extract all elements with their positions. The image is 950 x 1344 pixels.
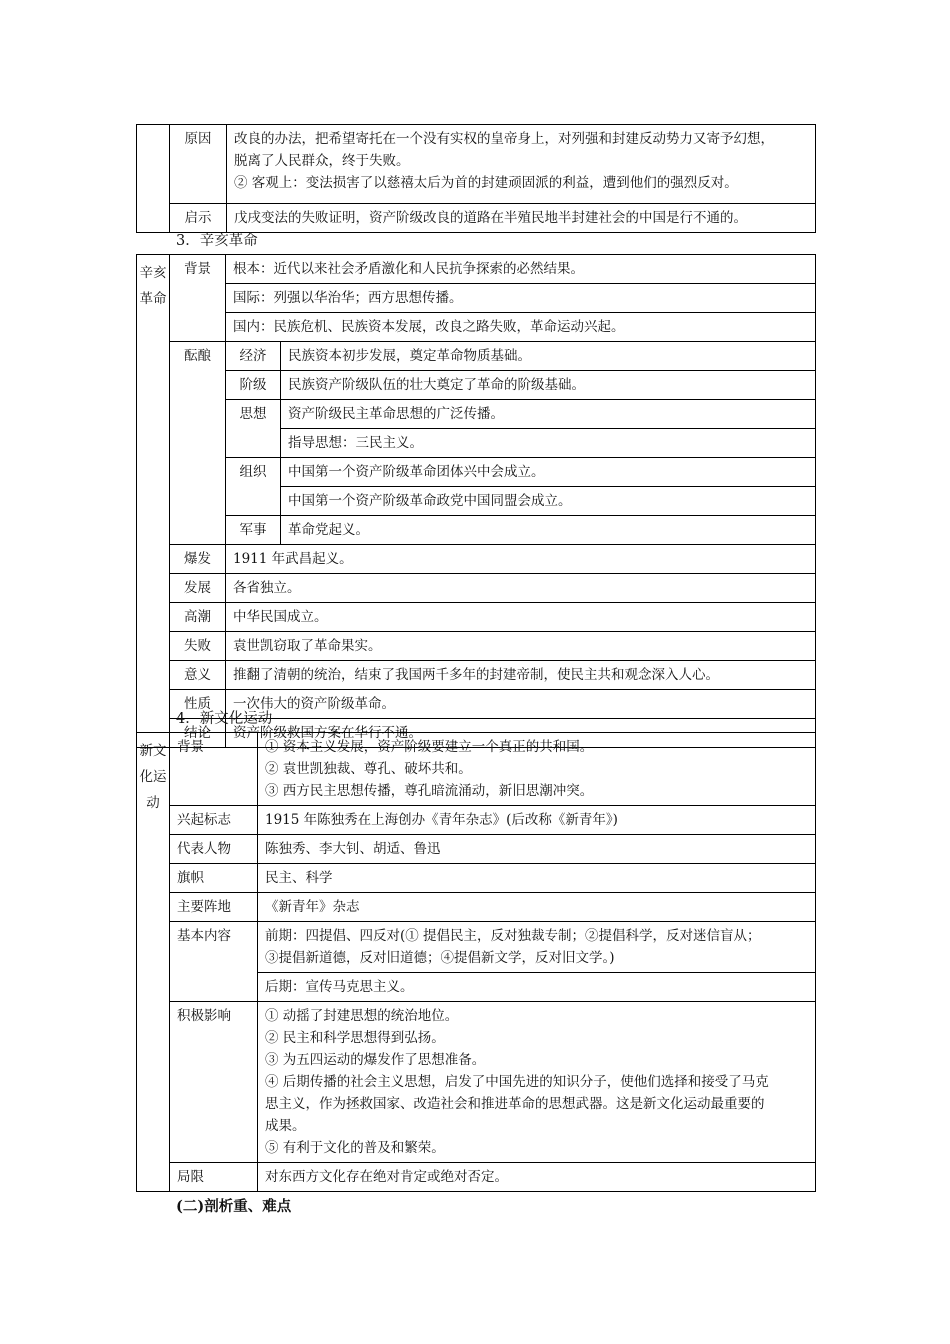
row-text: 各省独立。 bbox=[226, 574, 816, 603]
row-text: 民主、科学 bbox=[258, 864, 816, 893]
table-row bbox=[137, 661, 816, 690]
lesson-label: 启示 bbox=[170, 204, 227, 233]
background-item: 国际：列强以华治华；西方思想传播。 bbox=[226, 284, 816, 313]
section-heading: 4．新文化运动 bbox=[176, 711, 273, 727]
content-label: 基本内容 bbox=[170, 922, 258, 1002]
row-label: 主要阵地 bbox=[170, 893, 258, 922]
economy-text: 民族资本初步发展，奠定革命物质基础。 bbox=[281, 342, 816, 371]
table-row bbox=[137, 284, 816, 313]
section-heading: 3．辛亥革命 bbox=[176, 233, 258, 249]
table-row bbox=[137, 342, 816, 371]
text-line: ③ 为五四运动的爆发作了思想准备。 bbox=[265, 1052, 486, 1068]
text-line: ② 袁世凯独裁、尊孔、破坏共和。 bbox=[265, 761, 472, 777]
military-text: 革命党起义。 bbox=[281, 516, 816, 545]
economy-label: 经济 bbox=[226, 342, 281, 371]
side-title-cell bbox=[137, 125, 170, 233]
table-row bbox=[137, 125, 816, 204]
side-title: 新文化运动 bbox=[137, 733, 170, 1192]
row-label: 旗帜 bbox=[170, 864, 258, 893]
table-row bbox=[137, 371, 816, 400]
limit-text: 对东西方文化存在绝对肯定或绝对否定。 bbox=[258, 1163, 816, 1192]
row-text: 陈独秀、李大钊、胡适、鲁迅 bbox=[258, 835, 816, 864]
table-row bbox=[137, 400, 816, 429]
table-row bbox=[137, 545, 816, 574]
lesson-text: 戊戌变法的失败证明，资产阶级改良的道路在半殖民地半封建社会的中国是行不通的。 bbox=[227, 204, 816, 233]
text-line: ③提倡新道德，反对旧道德；④提倡新文学，反对旧文学。) bbox=[265, 950, 615, 966]
row-label: 结论 bbox=[170, 719, 226, 748]
reform-table bbox=[136, 124, 816, 233]
table-row bbox=[137, 313, 816, 342]
row-text: 中华民国成立。 bbox=[226, 603, 816, 632]
impact-text bbox=[258, 1002, 816, 1163]
class-label: 阶级 bbox=[226, 371, 281, 400]
row-text: 资产阶级救国方案在华行不通。 bbox=[226, 719, 816, 748]
row-text: 推翻了清朝的统治，结束了我国两千多年的封建帝制，使民主共和观念深入人心。 bbox=[226, 661, 816, 690]
table-row bbox=[137, 1002, 816, 1163]
row-label: 失败 bbox=[170, 632, 226, 661]
table-row bbox=[137, 864, 816, 893]
cause-label: 原因 bbox=[170, 125, 227, 204]
text-line: ⑤ 有利于文化的普及和繁荣。 bbox=[265, 1140, 445, 1156]
row-text: 袁世凯窃取了革命果实。 bbox=[226, 632, 816, 661]
background-label: 背景 bbox=[170, 255, 226, 342]
table-row bbox=[137, 603, 816, 632]
text-line: 成果。 bbox=[265, 1118, 306, 1134]
text-line: ② 民主和科学思想得到弘扬。 bbox=[265, 1030, 445, 1046]
table-row bbox=[137, 1163, 816, 1192]
text-line: 改良的办法，把希望寄托在一个没有实权的皇帝身上，对列强和封建反动势力又寄予幻想， bbox=[234, 131, 774, 147]
table-row bbox=[137, 922, 816, 973]
org-text: 中国第一个资产阶级革命政党中国同盟会成立。 bbox=[281, 487, 816, 516]
text-line: 前期：四提倡、四反对(① 提倡民主，反对独裁专制；②提倡科学，反对迷信盲从； bbox=[265, 928, 761, 944]
content-late: 后期：宣传马克思主义。 bbox=[258, 973, 816, 1002]
text-line: 脱离了人民群众，终于失败。 bbox=[234, 153, 410, 169]
table-row bbox=[137, 516, 816, 545]
row-label: 意义 bbox=[170, 661, 226, 690]
row-label: 性质 bbox=[170, 690, 226, 719]
row-label: 发展 bbox=[170, 574, 226, 603]
content-early bbox=[258, 922, 816, 973]
sub-heading: (二)剖析重、难点 bbox=[176, 1198, 292, 1215]
thought-text: 指导思想：三民主义。 bbox=[281, 429, 816, 458]
table-row bbox=[137, 893, 816, 922]
background-text bbox=[258, 733, 816, 806]
thought-label: 思想 bbox=[226, 400, 281, 458]
brewing-label: 酝酿 bbox=[170, 342, 226, 545]
class-text: 民族资产阶级队伍的壮大奠定了革命的阶级基础。 bbox=[281, 371, 816, 400]
side-title: 辛亥革命 bbox=[137, 255, 170, 748]
table-row bbox=[137, 255, 816, 284]
impact-label: 积极影响 bbox=[170, 1002, 258, 1163]
row-label: 爆发 bbox=[170, 545, 226, 574]
table-row bbox=[137, 835, 816, 864]
row-text: 1915 年陈独秀在上海创办《青年杂志》(后改称《新青年》) bbox=[258, 806, 816, 835]
org-text: 中国第一个资产阶级革命团体兴中会成立。 bbox=[281, 458, 816, 487]
text-line: ④ 后期传播的社会主义思想，启发了中国先进的知识分子，使他们选择和接受了马克 bbox=[265, 1074, 769, 1090]
text-line: ① 动摇了封建思想的统治地位。 bbox=[265, 1008, 459, 1024]
row-text: 1911 年武昌起义。 bbox=[226, 545, 816, 574]
table-row bbox=[137, 632, 816, 661]
table-row bbox=[137, 733, 816, 806]
row-label: 高潮 bbox=[170, 603, 226, 632]
table-row bbox=[137, 574, 816, 603]
thought-text: 资产阶级民主革命思想的广泛传播。 bbox=[281, 400, 816, 429]
cause-text bbox=[227, 125, 816, 204]
new-culture-table bbox=[136, 732, 816, 1192]
military-label: 军事 bbox=[226, 516, 281, 545]
row-label: 兴起标志 bbox=[170, 806, 258, 835]
background-item: 国内：民族危机、民族资本发展，改良之路失败，革命运动兴起。 bbox=[226, 313, 816, 342]
limit-label: 局限 bbox=[170, 1163, 258, 1192]
org-label: 组织 bbox=[226, 458, 281, 516]
table-row bbox=[137, 806, 816, 835]
text-line: ② 客观上：变法损害了以慈禧太后为首的封建顽固派的利益，遭到他们的强烈反对。 bbox=[234, 175, 738, 191]
xinhai-table bbox=[136, 254, 816, 748]
text-line: ① 资本主义发展，资产阶级要建立一个真正的共和国。 bbox=[265, 739, 594, 755]
table-row bbox=[137, 204, 816, 233]
text-line: 思主义，作为拯救国家、改造社会和推进革命的思想武器。这是新文化运动最重要的 bbox=[265, 1096, 765, 1112]
row-text: 《新青年》杂志 bbox=[258, 893, 816, 922]
background-item: 根本：近代以来社会矛盾激化和人民抗争探索的必然结果。 bbox=[226, 255, 816, 284]
row-text: 一次伟大的资产阶级革命。 bbox=[226, 690, 816, 719]
table-row bbox=[137, 458, 816, 487]
background-label: 背景 bbox=[170, 733, 258, 806]
text-line: ③ 西方民主思想传播，尊孔暗流涌动，新旧思潮冲突。 bbox=[265, 783, 594, 799]
row-label: 代表人物 bbox=[170, 835, 258, 864]
